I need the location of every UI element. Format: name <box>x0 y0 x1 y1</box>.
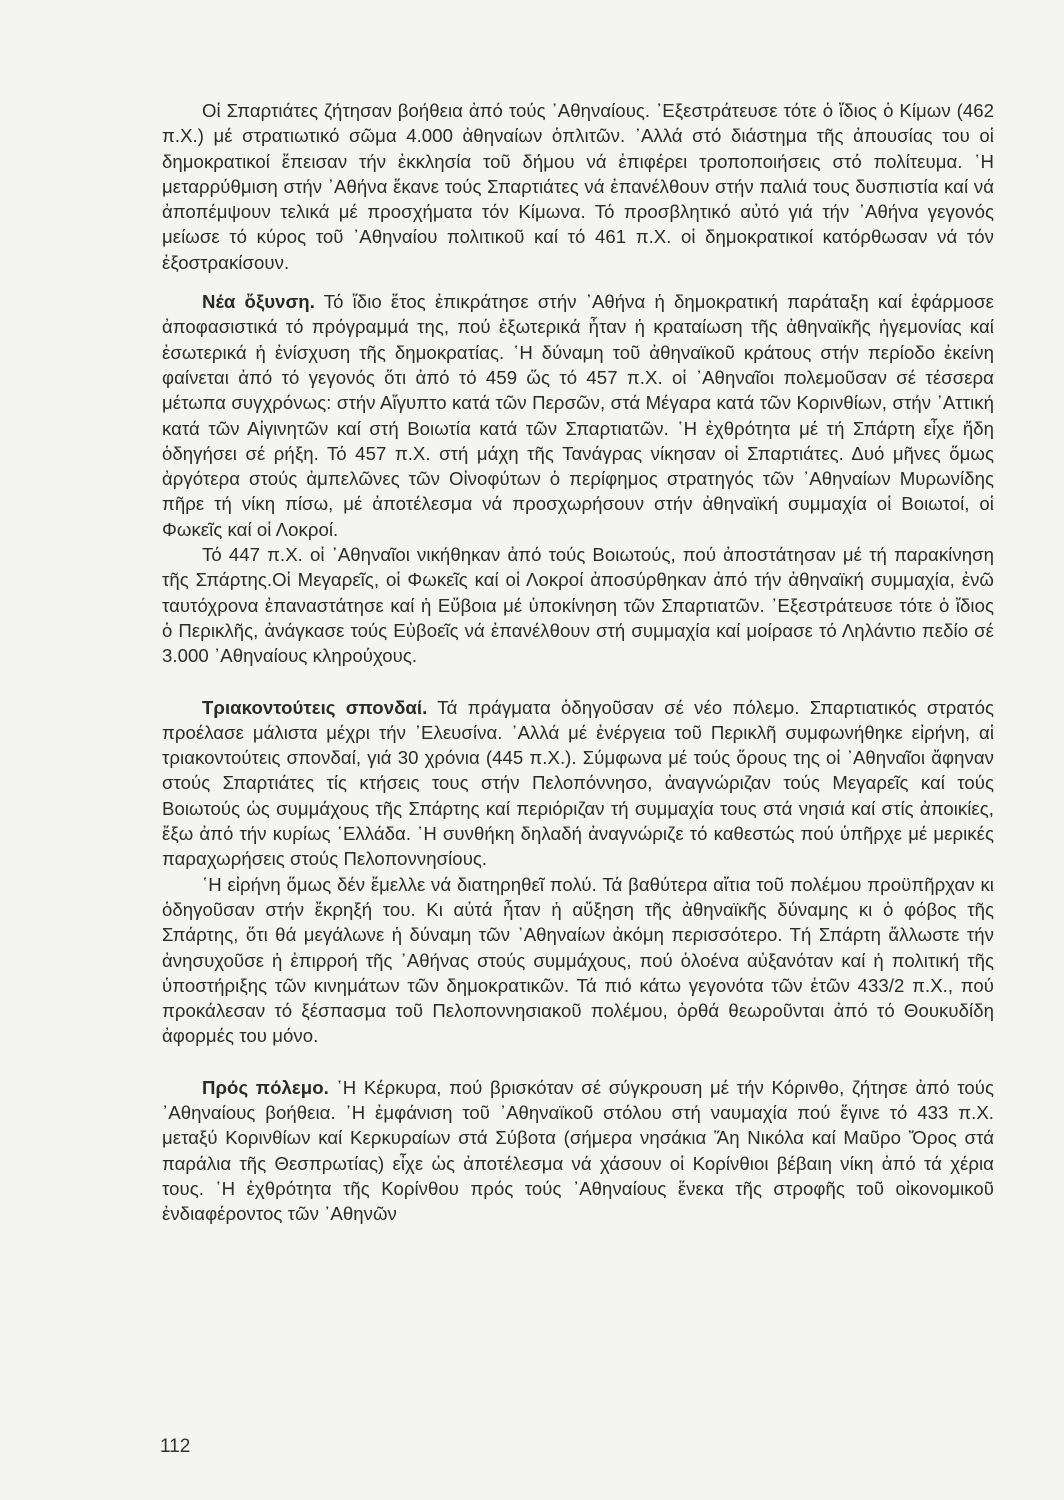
page-body <box>162 98 994 1226</box>
paragraph-text: Τό ἴδιο ἔτος ἐπικράτησε στήν ᾿Αθήνα ἡ δημοκρατική παράταξη καί ἐφάρμοσε ἀποφασιστικά τό πρόγραμμά της, πού ἐξωτερικά ἦταν ἡ κραταίωση τῆς ἀθηναϊκῆς ἡγεμονίας καί ἐσωτερικά ἡ ἐνίσχυση τῆς δημοκρατίας. ῾Η δύναμη τοῦ ἀθηναϊκοῦ κράτους στήν περίοδο ἐκείνη φαίνεται ἀπό τό γεγονός ὅτι ἀπό τό 459 ὥς τό 457 π.Χ. οἱ ᾿Αθηναῖοι πολεμοῦσαν σέ τέσσερα μέτωπα συγχρόνως: στήν Αἴγυπτο κατά τῶν Περσῶν, στά Μέγαρα κατά τῶν Κορινθίων, στήν ᾿Αττική κατά τῶν Αἰγινητῶν καί στή Βοιωτία κατά τῶν Σπαρτιατῶν. ῾Η ἐχθρότητα μέ τή Σπάρτη εἶχε ἤδη ὁδηγήσει σέ ρήξη. Τό 457 π.Χ. στή μάχη τῆς Τανάγρας νίκησαν οἱ Σπαρτιάτες. Δυό μῆνες ὅμως ἀργότερα στούς ἀμπελῶνες τῶν Οἰνοφύτων ὁ περίφημος στρατηγός τῶν ᾿Αθηναίων Μυρωνίδης πῆρε τή νίκη πίσω, μέ ἀποτέλεσμα νά προσχωρήσουν στήν ἀθηναϊκή συμμαχία οἱ Βοιωτοί, οἱ Φωκεῖς καί οἱ Λοκροί. <box>162 291 994 540</box>
paragraph-eirini <box>162 872 994 1049</box>
paragraph-text: ῾Η Κέρκυρα, πού βρισκόταν σέ σύγκρουση μέ τήν Κόρινθο, ζήτησε ἀπό τούς ᾿Αθηναίους βοήθεια. ῾Η ἐμφάνιση τοῦ ᾿Αθηναϊκοῦ στόλου στή ναυμαχία πού ἔγινε τό 433 π.Χ. μεταξύ Κορινθίων καί Κερκυραίων στά Σύβοτα (σήμερα νησάκια Ἅη Νικόλα καί Μαῦρο Ὄρος στά παράλια τῆς Θεσπρωτίας) εἶχε ὡς ἀποτέλεσμα νά χάσουν οἱ Κορίνθιοι βέβαιη νίκη ἀπό τά χέρια τους. ῾Η ἐχθρότητα τῆς Κορίνθου πρός τούς ᾿Αθηναίους ἕνεκα τῆς στροφῆς τοῦ οἰκονομικοῦ ἐνδιαφέροντος τῶν ᾿Αθηνῶν <box>162 1076 995 1225</box>
paragraph-nea-oxynsi <box>162 289 994 542</box>
page-number: 112 <box>160 1436 191 1457</box>
paragraph-text: Οἱ Σπαρτιάτες ζήτησαν βοήθεια ἀπό τούς ᾿Αθηναίους. ᾿Εξεστράτευσε τότε ὁ ἴδιος ὁ Κίμων (462 π.Χ.) μέ στρατιωτικό σῶμα 4.000 ἀθηναίων ὁπλιτῶν. ᾿Αλλά στό διάστημα τῆς ἀπουσίας του οἱ δημοκρατικοί ἔπεισαν τήν ἐκκλησία τοῦ δήμου νά ἐπιφέρει τροποποιήσεις στό πολίτευμα. ῾Η μεταρρύθμιση στήν ᾿Αθήνα ἔκανε τούς Σπαρτιάτες νά ἐπανέλθουν στήν παλιά τους δυσπιστία καί νά ἀποπέμψουν τελικά μέ προσχήματα τόν Κίμωνα. Τό προσβλητικό αὐτό γιά τήν ᾿Αθήνα γεγονός μείωσε τό κύρος τοῦ ᾿Αθηναίου πολιτικοῦ καί τό 461 π.Χ. οἱ δημοκρατικοί κατόρθωσαν νά τόν ἐξοστρακίσουν. <box>162 100 994 273</box>
section-heading: Πρός πόλεμο. <box>202 1076 329 1098</box>
section-heading: Νέα ὄξυνση. <box>202 291 315 313</box>
paragraph-pros-polemo <box>162 1075 994 1227</box>
paragraph-text: ῾Η εἰρήνη ὅμως δέν ἔμελλε νά διατηρηθεῖ πολύ. Τά βαθύτερα αἴτια τοῦ πολέμου προϋπῆρχαν κι ὁδηγοῦσαν στήν ἔκρηξή του. Κι αὐτά ἦταν ἡ αὔξηση τῆς ἀθηναϊκῆς δύναμης κι ὁ φόβος τῆς Σπάρτης, ὅτι θά μεγάλωνε ἡ δύναμη τῶν ᾿Αθηναίων ἀκόμη περισσότερο. Τή Σπάρτη ἄλλωστε τήν ἀνησυχοῦσε ἡ ἐπιρροή τῆς ᾿Αθήνας στούς συμμάχους, πού ὁλοένα αὐξανόταν καί ἡ πολιτική τῆς ὑποστήριξης τῶν κινημάτων τῶν δημοκρατικῶν. Τά πιό κάτω γεγονότα τῶν ἐτῶν 433/2 π.Χ., πού προκάλεσαν τό ξέσπασμα τοῦ Πελοποννησιακοῦ πολέμου, ὀρθά θεωροῦνται ἀπό τό Θουκυδίδη ἀφορμές του μόνο. <box>162 873 994 1047</box>
section-heading: Τριακοντούτεις σπονδαί. <box>202 696 428 718</box>
paragraph-triakontouteis <box>162 695 994 872</box>
paragraph-kimon <box>162 98 994 275</box>
paragraph-text: Τό 447 π.Χ. οἱ ᾿Αθηναῖοι νικήθηκαν ἀπό τούς Βοιωτούς, πού ἀποστάτησαν μέ τή παρακίνηση τῆς Σπάρτης.Οἱ Μεγαρεῖς, οἱ Φωκεῖς καί οἱ Λοκροί ἀποσύρθηκαν ἀπό τήν ἀθηναϊκή συμμαχία, ἐνῶ ταυτόχρονα ἐπαναστάτησε καί ἡ Εὔβοια μέ ὑποκίνηση τῶν Σπαρτιατῶν. ᾿Εξεστράτευσε τότε ὁ ἴδιος ὁ Περικλῆς, ἀνάγκασε τούς Εὐβοεῖς νά ἐπανέλθουν στή συμμαχία καί μοίρασε τό Ληλάντιο πεδίο σέ 3.000 ᾿Αθηναίους κληρούχους. <box>162 544 994 667</box>
paragraph-447 <box>162 542 994 668</box>
paragraph-text: Τά πράγματα ὁδηγοῦσαν σέ νέο πόλεμο. Σπαρτιατικός στρατός προέλασε μάλιστα μέχρι τήν ᾿Ελευσίνα. ᾿Αλλά μέ ἐνέργεια τοῦ Περικλῆ συμφωνήθηκε εἰρήνη, αἱ τριακοντούτεις σπονδαί, γιά 30 χρόνια (445 π.Χ.). Σύμφωνα μέ τούς ὅρους της οἱ ᾿Αθηναῖοι ἄφηναν στούς Σπαρτιάτες τίς κτήσεις τους στήν Πελοπόννησο, ἀναγνώριζαν τούς Μεγαρεῖς καί τούς Βοιωτούς ὡς συμμάχους τῆς Σπάρτης καί περιόριζαν τή συμμαχία τους στά νησιά καί στίς ἀποικίες, ἔξω ἀπό τήν κυρίως ῾Ελλάδα. ῾Η συνθήκη δηλαδή ἀναγνώριζε τό καθεστώς πού ὑπῆρχε μέ μερικές παραχωρήσεις στούς Πελοποννησίους. <box>162 696 994 870</box>
